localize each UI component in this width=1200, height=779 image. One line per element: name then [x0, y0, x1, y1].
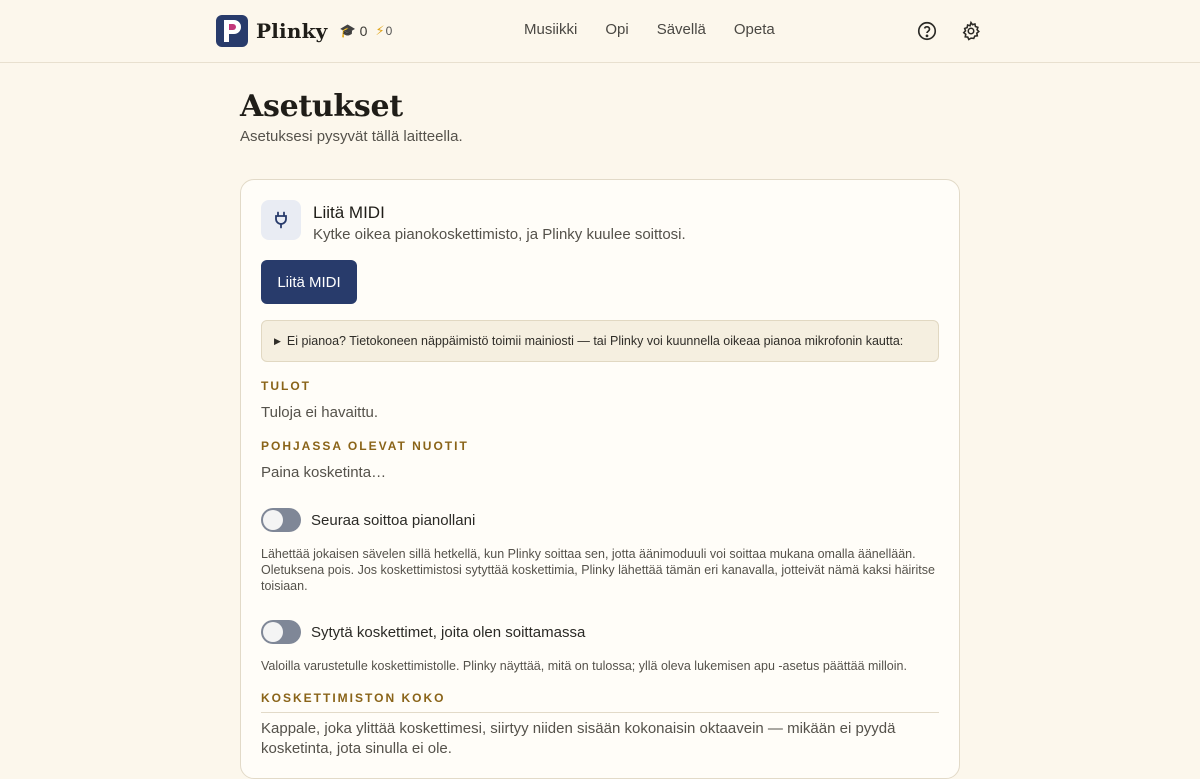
lessons-count: 0: [359, 23, 368, 39]
midi-settings-card: [240, 179, 960, 779]
follow-playback-toggle[interactable]: [261, 508, 301, 532]
graduation-cap-icon: 🎓: [339, 23, 356, 38]
bolt-icon: ⚡: [375, 23, 385, 38]
connect-midi-button[interactable]: Liitä MIDI: [261, 260, 357, 304]
follow-playback-help: Lähettää jokaisen sävelen sillä hetkellä, kun Plinky soittaa sen, jotta äänimoduuli voi soittaa mukana omalla äänellään. Oletuksena pois. Jos koskettimistosi sytyttää koskettimia, Plinky lähettää tämän eri kanavalla, jotteivät nämä kaksi häiritse toisiaan.: [261, 547, 935, 593]
light-keys-label: Sytytä koskettimet, joita olen soittamassa: [311, 623, 586, 641]
energy-count: 0: [385, 24, 393, 38]
light-keys-help: Valoilla varustetulle koskettimistolle. Plinky näyttää, mitä on tulossa; yllä oleva lukemisen apu -asetus päättää milloin.: [261, 659, 907, 673]
inputs-status: Tuloja ei havaittu.: [261, 404, 379, 421]
held-notes-status: Paina kosketinta…: [261, 464, 387, 481]
nav-item-musiikki[interactable]: Musiikki: [524, 21, 578, 38]
page-subtitle: Asetuksesi pysyvät tällä laitteella.: [240, 128, 463, 145]
nav-item-opeta[interactable]: Opeta: [733, 21, 775, 38]
page-title: Asetukset: [240, 89, 403, 124]
light-keys-toggle[interactable]: [261, 620, 301, 644]
follow-playback-label: Seuraa soittoa pianollani: [311, 511, 476, 529]
inputs-label: TULOT: [261, 379, 311, 393]
streak-stat: [339, 23, 367, 39]
held-notes-label: POHJASSA OLEVAT NUOTIT: [261, 439, 469, 453]
card-title: Liitä MIDI: [313, 203, 385, 222]
plug-icon: [261, 200, 301, 240]
plinky-logo-icon: [216, 15, 248, 47]
divider: [261, 712, 939, 713]
help-icon[interactable]: [916, 20, 938, 42]
top-bar: [0, 0, 1200, 63]
main-nav: [524, 21, 803, 38]
nav-item-opi[interactable]: Opi: [605, 21, 629, 38]
energy-stat: [375, 23, 392, 39]
keyboard-size-text: Kappale, joka ylittää koskettimesi, siirtyy niiden sisään kokonaisin oktaavein — mikään ei pyydä kosketinta, jota sinulla ei ole.: [261, 720, 896, 757]
no-piano-details[interactable]: [261, 320, 939, 362]
keyboard-size-label: KOSKETTIMISTON KOKO: [261, 691, 446, 705]
disclosure-triangle-icon: ▶: [274, 335, 281, 346]
details-summary: Ei pianoa? Tietokoneen näppäimistö toimii mainiosti — tai Plinky voi kuunnella oikeaa pianoa mikrofonin kautta:: [286, 334, 904, 348]
light-keys-toggle-row[interactable]: [261, 620, 585, 644]
stats: [339, 23, 400, 39]
app-name: Plinky: [256, 19, 328, 43]
follow-playback-toggle-row[interactable]: [261, 508, 475, 532]
card-description: Kytke oikea pianokoskettimisto, ja Plinky kuulee soittosi.: [313, 226, 686, 243]
nav-item-savella[interactable]: Sävellä: [656, 21, 706, 38]
brand[interactable]: [216, 15, 400, 47]
gear-icon[interactable]: [960, 20, 982, 42]
top-icons: [916, 20, 1004, 42]
